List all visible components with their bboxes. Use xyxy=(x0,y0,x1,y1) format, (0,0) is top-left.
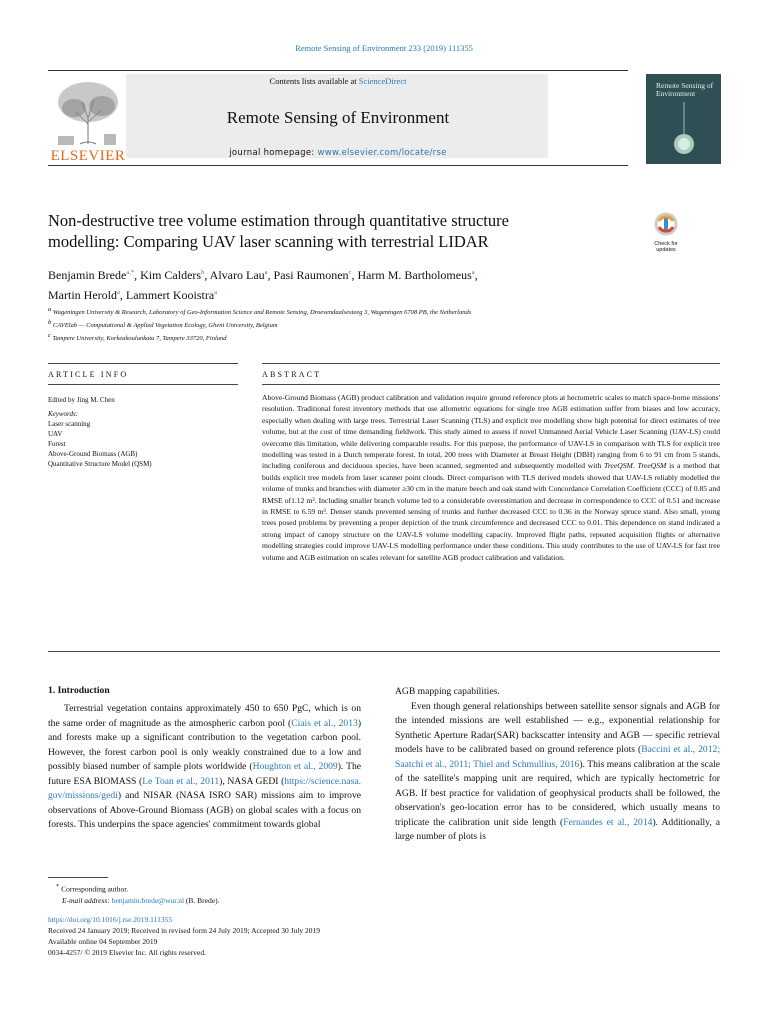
doi-link[interactable]: https://doi.org/10.1016/j.rse.2019.111355 xyxy=(48,915,173,924)
author-name[interactable]: Martin Herold xyxy=(48,288,117,302)
intro-continuation: AGB mapping capabilities. xyxy=(395,686,500,697)
received-dates: Received 24 January 2019; Received in revised form 24 July 2019; Accepted 30 July 2019 xyxy=(48,926,321,935)
journal-title: Remote Sensing of Environment xyxy=(226,108,450,127)
title-line-1: Non-destructive tree volume estimation through quantitative structure xyxy=(48,211,509,230)
introduction-left-column xyxy=(48,702,361,833)
check-for-updates-badge[interactable] xyxy=(648,212,684,256)
author-separator: , xyxy=(267,268,274,282)
author-separator: , xyxy=(351,268,358,282)
article-title xyxy=(48,210,618,252)
author-affiliation-marker[interactable]: a xyxy=(214,289,218,296)
author-affiliation-marker[interactable]: a,* xyxy=(126,269,135,276)
contents-line xyxy=(48,76,628,86)
keyword: Forest xyxy=(48,440,66,448)
ref-letoan-2011[interactable]: Le Toan et al., 2011 xyxy=(142,775,220,787)
issn-copyright: 0034-4257/ © 2019 Elsevier Inc. All rights reserved. xyxy=(48,948,206,957)
treeqsm-term: TreeQSM xyxy=(604,461,633,471)
homepage-prefix: journal homepage: xyxy=(229,148,318,158)
author-name[interactable]: Benjamin Brede xyxy=(48,268,127,282)
author-list xyxy=(48,264,648,304)
keyword: UAV xyxy=(48,430,63,438)
email-label: E-mail address: xyxy=(62,895,112,905)
abstract-heading: ABSTRACT xyxy=(262,370,322,379)
publication-info xyxy=(48,914,548,958)
treeqsm-term: TreeQSM xyxy=(637,461,667,471)
author-name[interactable]: Lammert Kooistra xyxy=(125,288,215,302)
sciencedirect-link[interactable]: ScienceDirect xyxy=(358,76,407,86)
affiliations xyxy=(48,305,728,344)
author-name[interactable]: Harm M. Bartholomeus xyxy=(357,268,472,282)
affiliation-a: $^a$ Wageningen University & Research, Laboratory of Geo-Information Science and Remote Sensing, Droevendaalsesteeg 3, Wageningen 6708 PB, the Netherlands xyxy=(48,306,472,317)
author-affiliation-marker[interactable]: c xyxy=(348,269,352,276)
author-name[interactable]: Alvaro Lau xyxy=(209,268,265,282)
email-suffix: (B. Brede). xyxy=(184,895,220,905)
journal-citation-link[interactable]: Remote Sensing of Environment 233 (2019) 111355 xyxy=(295,43,473,53)
author-affiliation-marker[interactable]: a xyxy=(116,289,120,296)
author-separator: , xyxy=(204,268,210,282)
homepage-link[interactable]: www.elsevier.com/locate/rse xyxy=(317,148,447,158)
edited-by: Edited by Jing M. Chen xyxy=(48,396,115,404)
cover-title: Remote Sensing of Environment xyxy=(656,81,714,98)
author-name[interactable]: Kim Calders xyxy=(140,268,202,282)
keyword: Above-Ground Biomass (AGB) xyxy=(48,450,138,458)
author-email-link[interactable]: benjamin.brede@wur.nl xyxy=(111,895,185,905)
author-separator: , xyxy=(474,268,478,282)
keyword: Laser scanning xyxy=(48,420,91,428)
journal-masthead xyxy=(48,70,628,164)
journal-cover-thumbnail[interactable] xyxy=(646,74,721,164)
article-info-heading: ARTICLE INFO xyxy=(48,370,129,379)
section-1-heading: 1. Introduction xyxy=(48,685,110,696)
affiliation-c: $^c$ Tampere University, Korkeakoulunkatu 7, Tampere 33720, Finland xyxy=(48,332,227,343)
intro-paragraph-1: Terrestrial vegetation contains approximately 450 to 650 PgC, which is on the same order of magnitude as the atmospheric carbon pool (Ciais et al., 2013) and forests make up a significant contribution to the vegetation carbon pool. However, the forest carbon pool is only weakly constrained due to a low and possibly biased number of sample plots worldwide (Houghton et al., 2009). The future ESA BIOMASS (Le Toan et al., 2011), NASA GEDI (https://science.nasa.gov/missions/gedi) and NISAR (NASA ISRO SAR) missions aim to improve observations of Above-Ground Biomass (AGB) on global scales with a focus on forests. This underpins the space agencies' commitment towards global xyxy=(48,703,362,830)
contents-prefix: Contents lists available at xyxy=(269,76,359,86)
elsevier-wordmark: ELSEVIER xyxy=(50,148,126,164)
ref-baccini-saatchi-thiel[interactable]: Baccini et al., 2012; Saatchi et al., 2011; Thiel and Schmullius, 2016 xyxy=(395,744,720,770)
keyword: Quantitative Structure Model (QSM) xyxy=(48,460,152,468)
title-line-2: modelling: Comparing UAV laser scanning with terrestrial LIDAR xyxy=(48,232,489,251)
corresponding-author-footnote: * Corresponding author. E-mail address: benjamin.brede@wur.nl (B. Brede). xyxy=(56,883,220,905)
check-updates-icon xyxy=(648,212,684,236)
article-info xyxy=(48,395,238,469)
intro-paragraph-2: Even though general relationships between satellite sensor signals and AGB for the intended missions are well established — e.g., exponential relationship for Synthetic Aperture Radar(SAR) backscatter intensity and AGB — specific retrieval models have to be calibrated based on ground reference plots (Baccini et al., 2012; Saatchi et al., 2011; Thiel and Schmullius, 2016). This means calibration at the scale of the satellite's mapping unit are required, which are typically hectometric for AGB. If best practice for validation of geophysical products shall be followed, the observation's geo-location error has to be considered, which usually means to triplicate the calibration unit side length (Fernandes et al., 2014). Additionally, a large number of plots is xyxy=(395,700,720,842)
ref-fernandes-2014[interactable]: Fernandes et al., 2014 xyxy=(563,816,653,828)
author-affiliation-marker[interactable]: a xyxy=(264,269,268,276)
author-separator: , xyxy=(134,268,141,282)
corresponding-label: Corresponding author. xyxy=(61,884,129,894)
introduction-right-column xyxy=(395,685,720,845)
author-affiliation-marker[interactable]: a xyxy=(471,269,475,276)
keyword-list xyxy=(48,419,238,469)
keywords-label: Keywords: xyxy=(48,410,79,418)
abstract-text: Above-Ground Biomass (AGB) product calibration and validation require ground reference plots at hectometric scales to match space-borne missions' resolution. Traditional forest inventory methods that use allometric equations for single tree AGB estimation suffer from biases and low accuracy, especially when dealing with large trees. Terrestrial Laser Scanning (TLS) and explicit tree modelling show high potential for direct estimates of tree volume, but at the cost of time demanding fieldwork. This study aimed to assess if novel Unmanned Aerial Vehicle Laser Scanning (UAV-LS) could overcome this limitation, while delivering comparable results. For this purpose, the performance of UAV-LS in comparison with TLS for explicit tree modelling was tested in a Dutch temperate forest. In total, 200 trees with Diameter at Breast Height (DBH) ranging from 6 to 91 cm from 5 stands, including coniferous and deciduous species, have been scanned, segmented and subsequently modelled with TreeQSM. TreeQSM is a method that builds explicit tree models from laser scanner point clouds. Direct comparison with TLS derived models showed that UAV-LS reliably modelled the volume of trunks and branches with diameter ≥30 cm in the mature beech and oak stand with Concordance Correlation Coefficient (CCC) of 0.85 and RMSE of1.12 m³. Including smaller branch volume led to a considerable overestimation and decrease in correspondence to CCC of 0.51 and increase in RMSE to 6.59 m³. Denser stands prevented sensing of trunks and further decreased CCC to 0.36 in the Norway spruce stand. Also small, young trees posed problems by preventing a proper depiction of the trunk circumference and decreased CCC to 0.01. This dependence on stand indicated a strong impact of canopy structure on the UAV-LS volume modelling capacity. Improved flight paths, repeated acquisition flights or alternative modelling strategies could improve UAV-LS modelling performance under these conditions. This study contributes to the use of UAV-LS for fast tree volume and AGB estimation on scales relevant for satellite AGB product calibration and validation. xyxy=(262,393,720,562)
elsevier-logo xyxy=(50,74,126,164)
author-name[interactable]: Pasi Raumonen xyxy=(273,268,349,282)
homepage-line xyxy=(48,148,628,158)
check-updates-label: Check for updates xyxy=(654,241,678,253)
author-affiliation-marker[interactable]: b xyxy=(201,269,205,276)
affiliation-b: $^b$ CAVElab — Computational & Applied Vegetation Ecology, Ghent University, Belgium xyxy=(48,319,278,330)
author-separator: , xyxy=(119,288,126,302)
gedi-url-link[interactable]: https://science.nasa.gov/missions/gedi xyxy=(48,775,361,801)
online-date: Available online 04 September 2019 xyxy=(48,937,158,946)
ref-ciais-2013[interactable]: Ciais et al., 2013 xyxy=(291,717,358,729)
ref-houghton-2009[interactable]: Houghton et al., 2009 xyxy=(252,761,338,772)
